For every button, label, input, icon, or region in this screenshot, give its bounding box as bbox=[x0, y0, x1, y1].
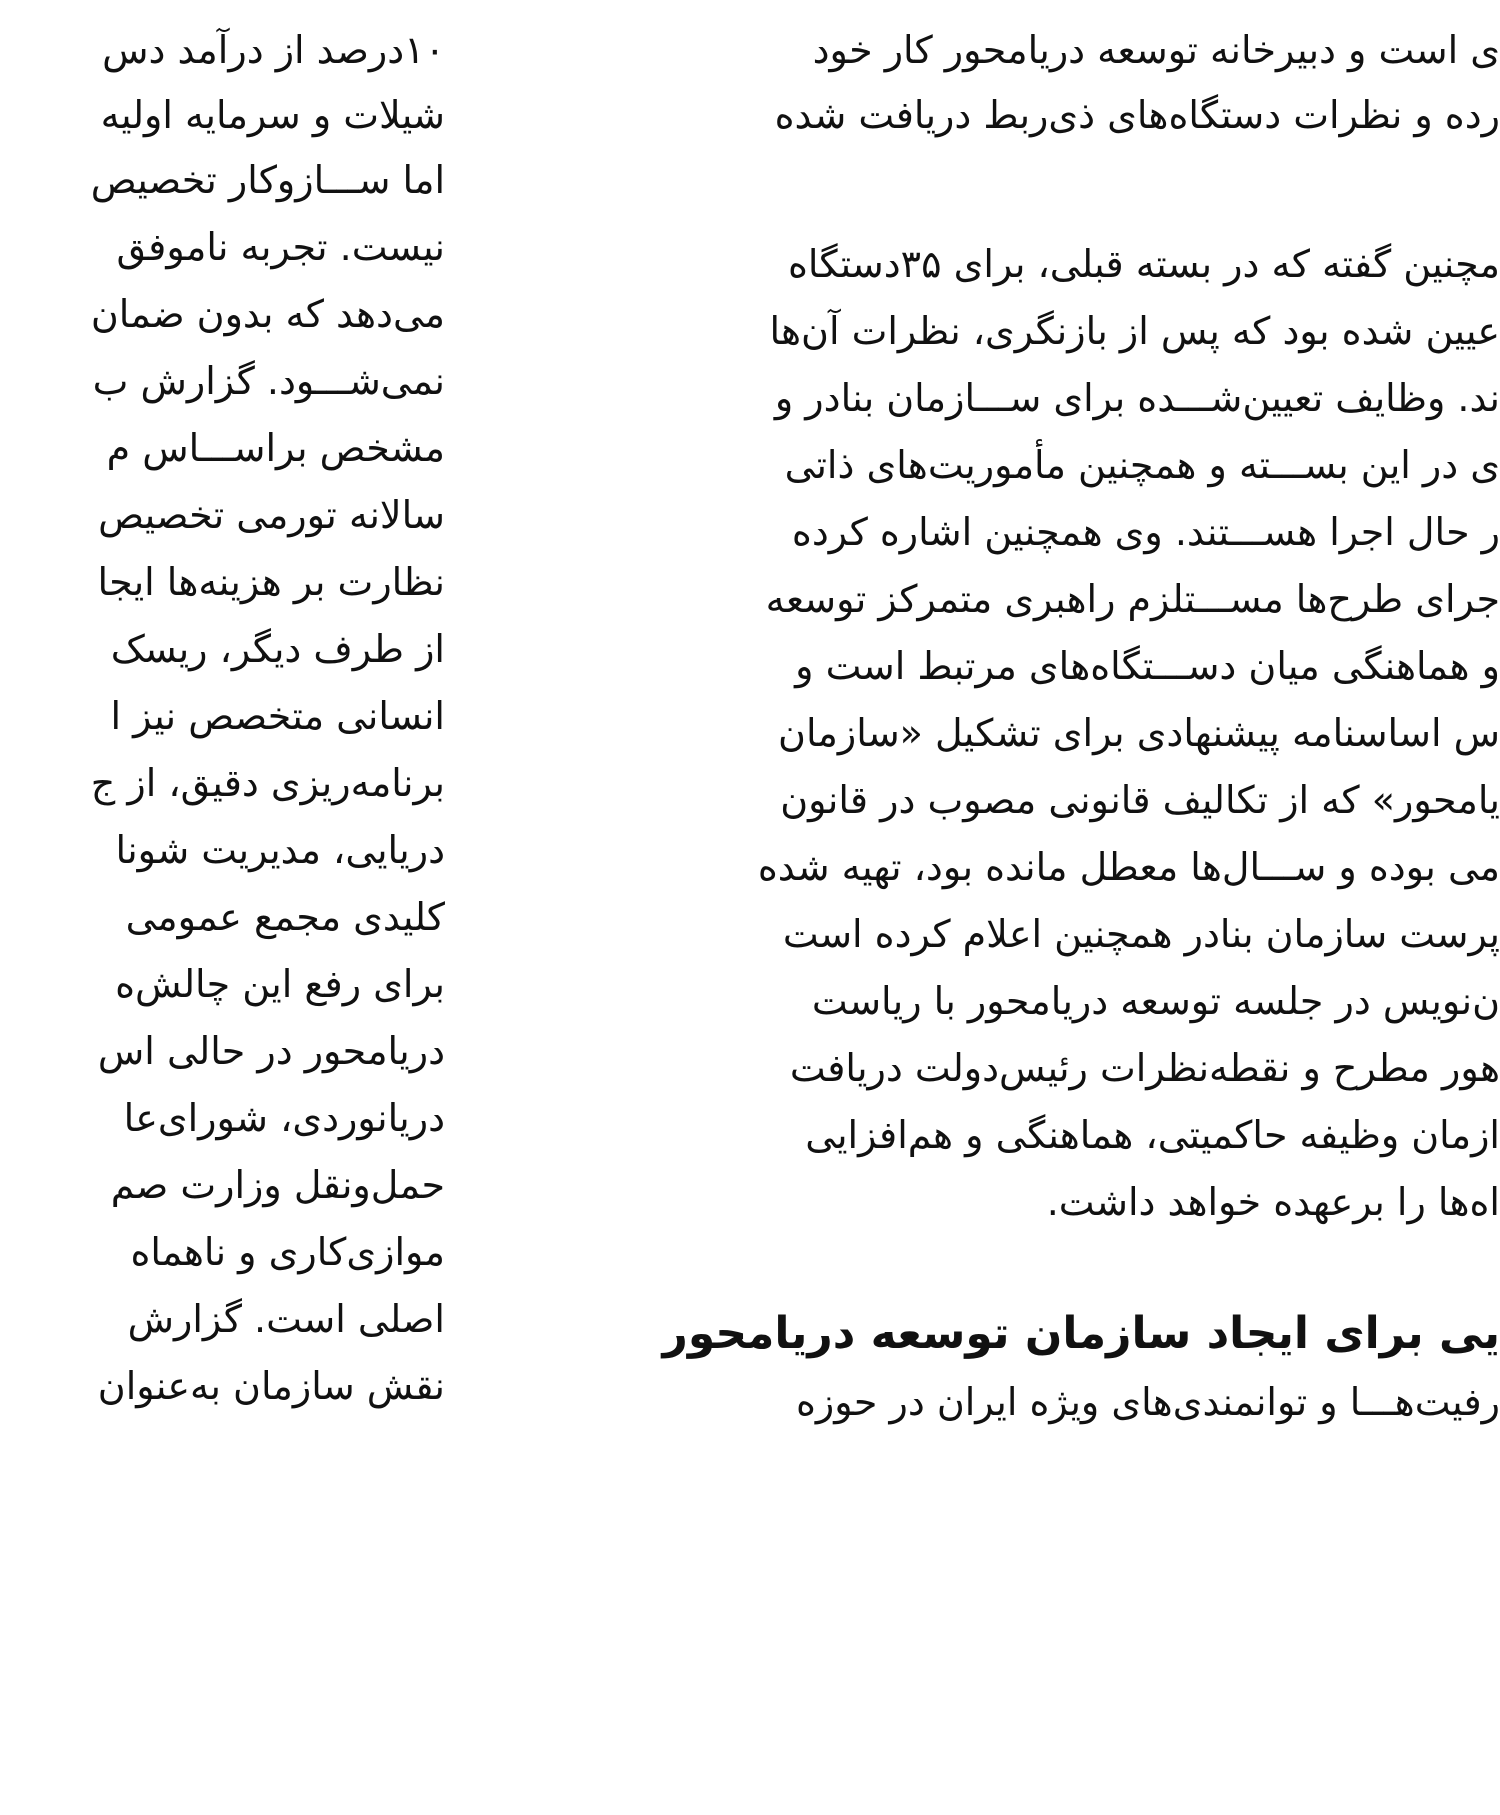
paragraph-line: یامحور» که از تکالیف قانونی مصوب در قانون bbox=[780, 778, 1500, 822]
paragraph-line: جرای طرح‌ها مســـتلزم راهبری متمرکز توسعه bbox=[765, 577, 1500, 621]
paragraph-line: دریایی، مدیریت شونا bbox=[115, 828, 445, 872]
paragraph-line: نقش سازمان به‌عنوان bbox=[97, 1364, 445, 1408]
paragraph-line: مشخص براســـاس م bbox=[106, 426, 445, 470]
paragraph-line: عیین شده بود که پس از بازنگری، نظرات آن‌ها bbox=[769, 309, 1500, 353]
paragraph-line: اصلی است. گزارش bbox=[127, 1297, 445, 1341]
paragraph-line: ی است و دبیرخانه توسعه دریامحور کار خود bbox=[812, 28, 1500, 72]
paragraph-line: می بوده و ســـال‌ها معطل مانده بود، تهیه شده bbox=[757, 845, 1500, 889]
paragraph-line: دریامحور در حالی اس bbox=[97, 1029, 445, 1073]
paragraph-line: و هماهنگی میان دســـتگاه‌های مرتبط است و bbox=[795, 644, 1500, 688]
paragraph-line: رده و نظرات دستگاه‌های ذی‌ربط دریافت شده bbox=[774, 93, 1500, 137]
paragraph-line: می‌دهد که بدون ضمان bbox=[90, 292, 445, 336]
paragraph-line: از طرف دیگر، ریسک bbox=[110, 627, 445, 671]
paragraph-line: حمل‌ونقل وزارت صم bbox=[110, 1163, 445, 1207]
paragraph-line: اما ســـازوکار تخصیص bbox=[90, 158, 445, 202]
paragraph-line: س اساسنامه پیشنهادی برای تشکیل «سازمان bbox=[778, 711, 1500, 755]
paragraph-line: موازی‌کاری و ناهماه bbox=[130, 1230, 445, 1274]
paragraph-line: برای رفع این چالش‌ه bbox=[115, 962, 445, 1006]
paragraph-line: دریانوردی، شورای‌عا bbox=[123, 1096, 445, 1140]
paragraph-line: برنامه‌ریزی دقیق، از ج bbox=[90, 761, 445, 805]
paragraph-line: رفیت‌هـــا و توانمندی‌های ویژه ایران در حوزه bbox=[796, 1380, 1500, 1424]
article-column-left bbox=[0, 0, 445, 1815]
section-heading: یی برای ایجاد سازمان توسعه دریامحور bbox=[662, 1308, 1500, 1359]
paragraph-line: شیلات و سرمایه اولیه bbox=[100, 93, 445, 137]
paragraph-line: مچنین گفته که در بسته قبلی، برای ۳۵دستگاه bbox=[787, 242, 1500, 286]
paragraph-line: ی در این بســـته و همچنین مأموریت‌های ذاتی bbox=[784, 443, 1500, 487]
paragraph-line: اه‌ها را برعهده خواهد داشت. bbox=[1046, 1180, 1500, 1224]
paragraph-line: ن‌نویس در جلسه توسعه دریامحور با ریاست bbox=[811, 979, 1500, 1023]
paragraph-line: سالانه تورمی تخصیص bbox=[98, 493, 445, 537]
paragraph-line: ازمان وظیفه حاکمیتی، هماهنگی و هم‌افزایی bbox=[805, 1113, 1500, 1157]
paragraph-line: انسانی متخصص نیز ا bbox=[110, 694, 445, 738]
paragraph-line: نیست. تجربه ناموفق bbox=[116, 225, 445, 269]
paragraph-line: ند. وظایف تعیین‌شـــده برای ســـازمان بنادر و bbox=[774, 376, 1500, 420]
paragraph-line: پرست سازمان بنادر همچنین اعلام کرده است bbox=[782, 912, 1500, 956]
paragraph-line: ۱۰درصد از درآمد دس bbox=[102, 28, 445, 72]
paragraph-line: کلیدی مجمع عمومی bbox=[125, 895, 445, 939]
paragraph-line: هور مطرح و نقطه‌نظرات رئیس‌دولت دریافت bbox=[789, 1046, 1500, 1090]
paragraph-line: ر حال اجرا هســـتند. وی همچنین اشاره کرده bbox=[791, 510, 1500, 554]
article-column-right bbox=[540, 0, 1500, 1815]
paragraph-line: نظارت بر هزینه‌ها ایجا bbox=[97, 560, 445, 604]
paragraph-line: نمی‌شـــود. گزارش ب bbox=[92, 359, 445, 403]
